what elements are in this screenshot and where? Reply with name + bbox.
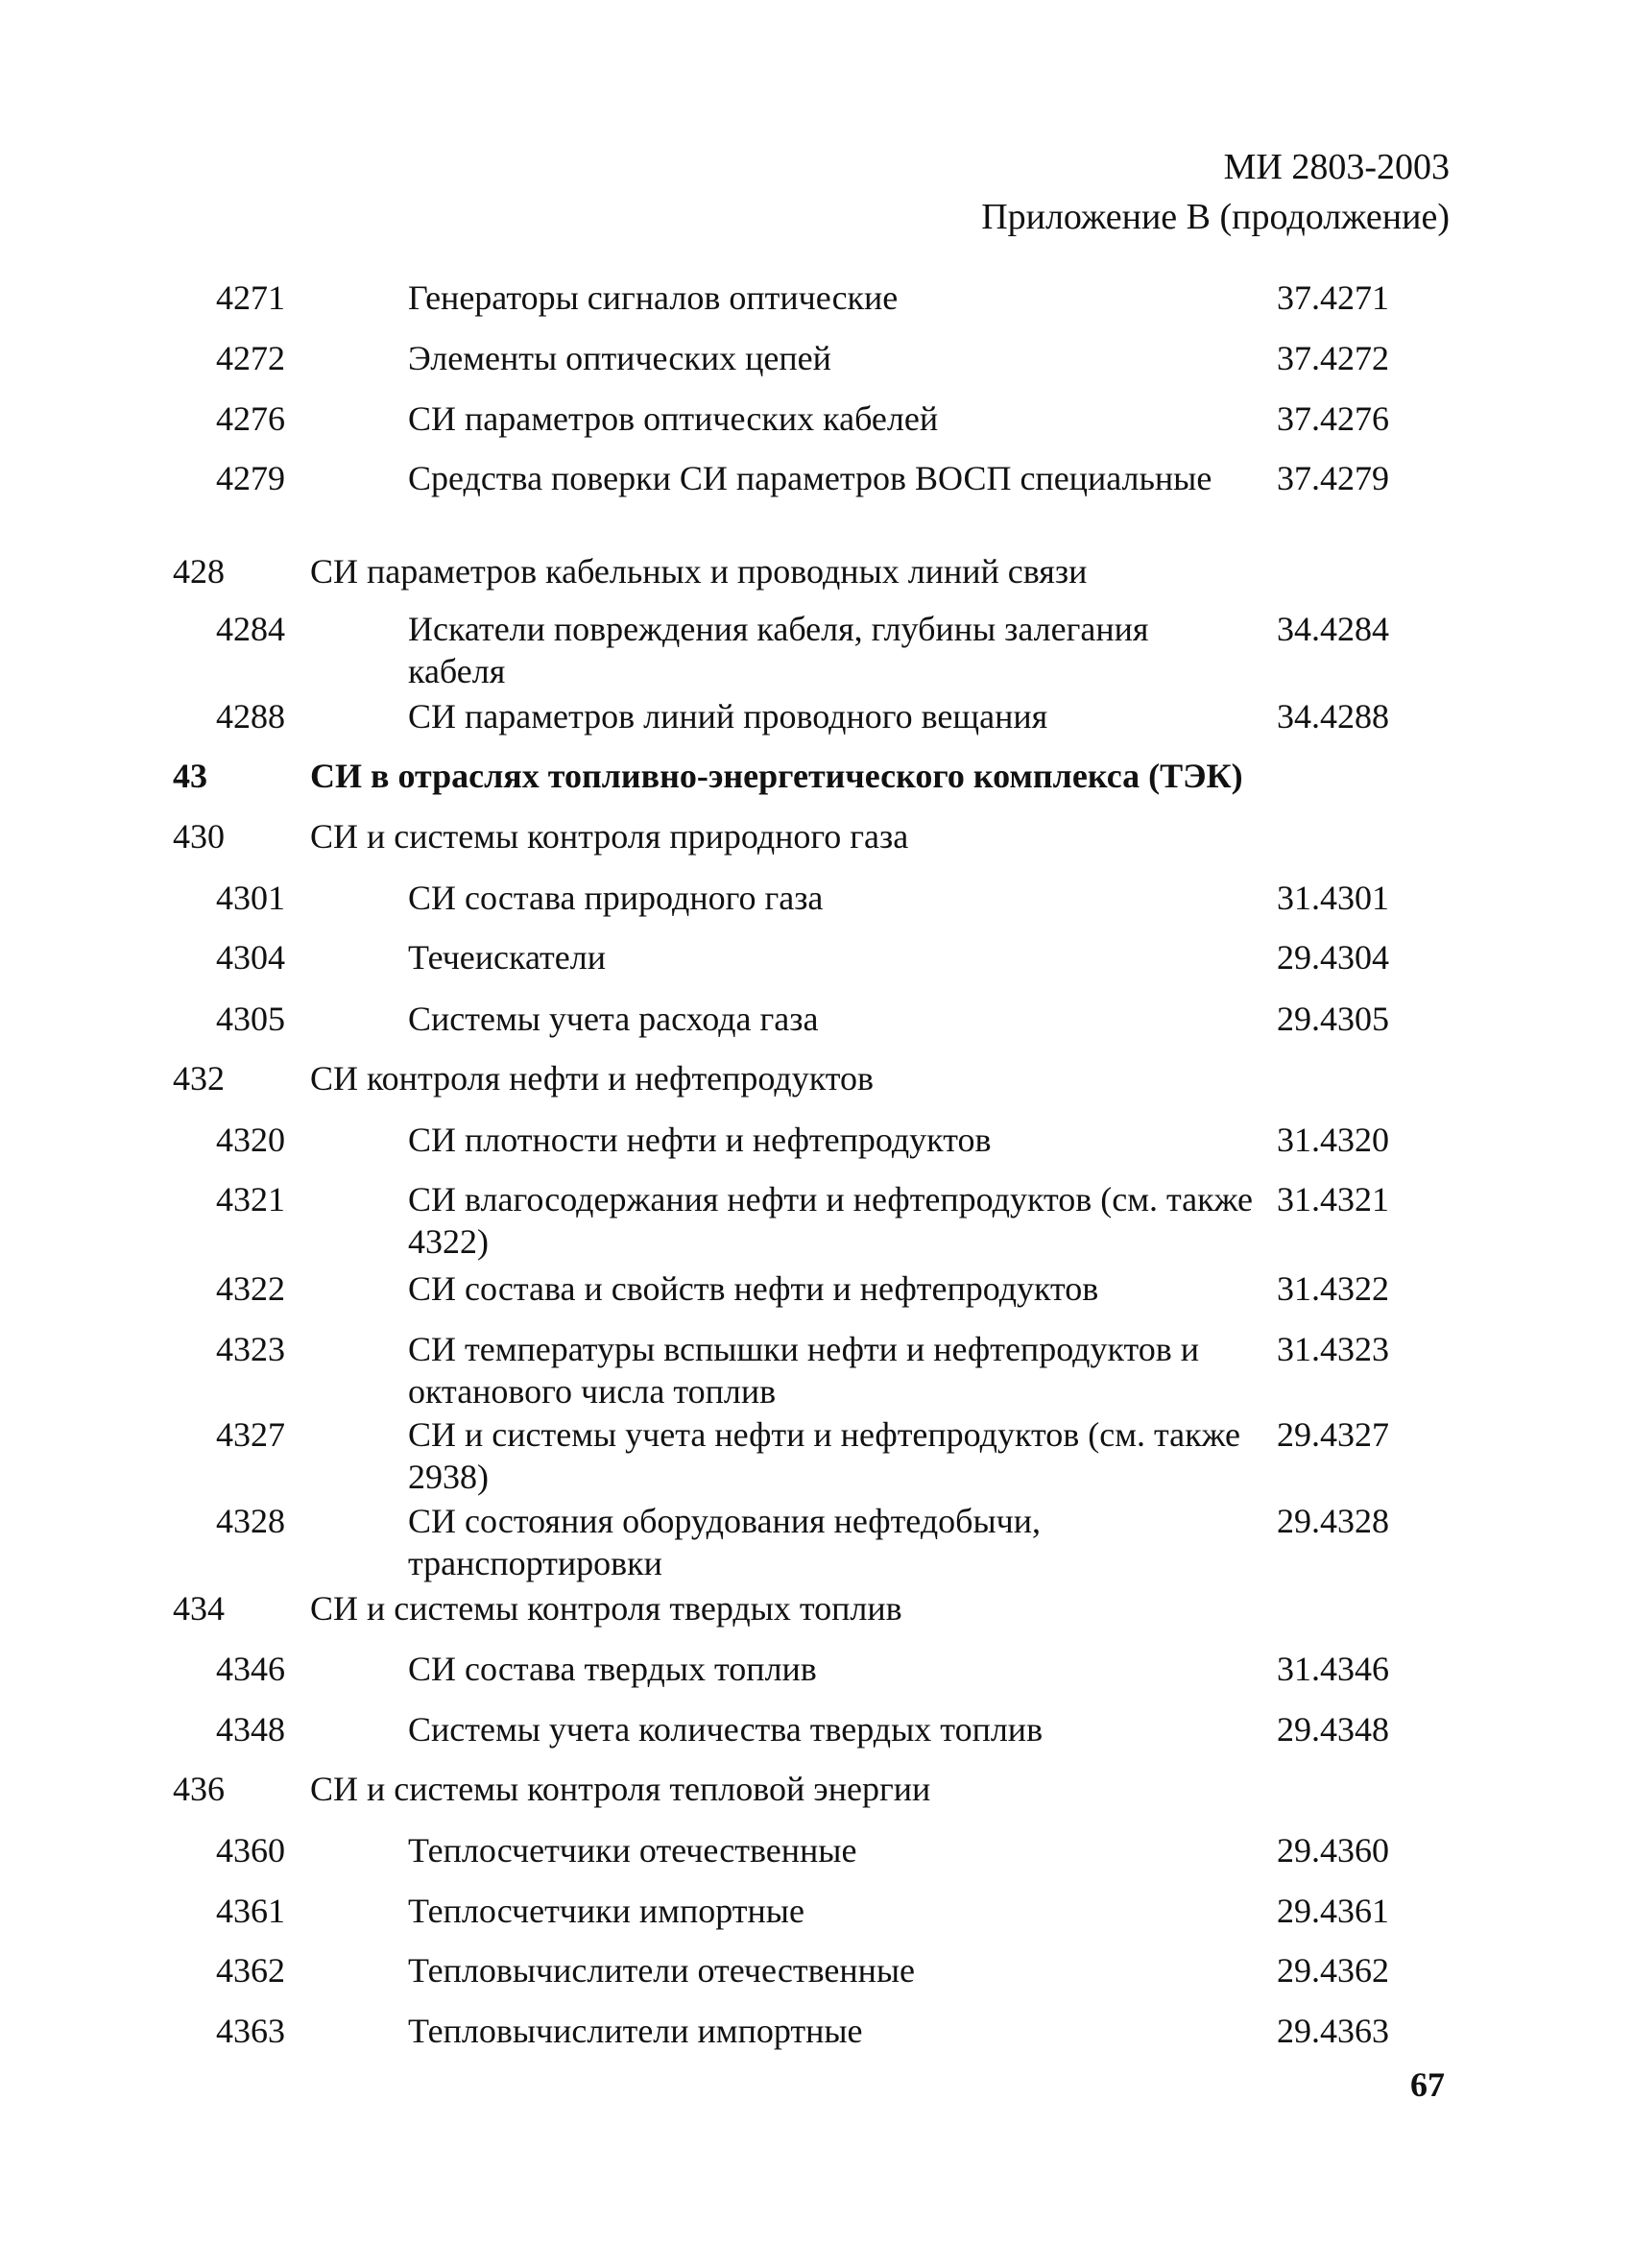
row-reference-code: 29.4362: [1277, 1951, 1389, 1990]
document-number: МИ 2803-2003: [1223, 147, 1450, 187]
row-code: 4321: [216, 1180, 285, 1218]
row-reference-code: 29.4327: [1277, 1415, 1389, 1454]
row-name: Генераторы сигналов оптические: [408, 278, 899, 317]
row-code: 4360: [216, 1831, 285, 1870]
row-name: Теплосчетчики импортные: [408, 1892, 804, 1930]
row-reference-code: 34.4284: [1277, 610, 1389, 648]
row-code: 4363: [216, 2012, 285, 2050]
row-code: 4305: [216, 1000, 285, 1038]
row-code: 4328: [216, 1502, 285, 1540]
row-name: СИ плотности нефти и нефтепродуктов: [408, 1121, 992, 1159]
row-name: СИ состава и свойств нефти и нефтепродуктов: [408, 1269, 1099, 1308]
row-code: 4301: [216, 879, 285, 917]
page-number: 67: [1410, 2065, 1445, 2104]
row-name: СИ температуры вспышки нефти и нефтепродуктов и октанового числа топлив: [408, 1330, 1200, 1411]
row-code: 4284: [216, 610, 285, 648]
row-name: СИ и системы контроля природного газа: [310, 817, 909, 856]
row-name: СИ контроля нефти и нефтепродуктов: [310, 1059, 874, 1098]
row-reference-code: 29.4328: [1277, 1502, 1389, 1540]
row-reference-code: 29.4360: [1277, 1831, 1389, 1870]
row-reference-code: 37.4279: [1277, 459, 1389, 497]
row-code: 428: [173, 552, 225, 591]
row-name: Системы учета количества твердых топлив: [408, 1710, 1044, 1749]
row-code: 4361: [216, 1892, 285, 1930]
row-reference-code: 29.4305: [1277, 1000, 1389, 1038]
row-code: 4320: [216, 1121, 285, 1159]
row-reference-code: 29.4348: [1277, 1710, 1389, 1749]
row-code: 432: [173, 1059, 225, 1098]
row-name: СИ состояния оборудования нефтедобычи, транспортировки: [408, 1502, 1042, 1582]
row-code: 430: [173, 817, 225, 856]
row-code: 4327: [216, 1415, 285, 1454]
row-code: 434: [173, 1589, 225, 1628]
row-name: Теплосчетчики отечественные: [408, 1831, 857, 1870]
row-reference-code: 31.4321: [1277, 1180, 1389, 1218]
row-name: СИ и системы учета нефти и нефтепродуктов (см. также 2938): [408, 1415, 1240, 1496]
row-code: 4323: [216, 1330, 285, 1368]
row-name: СИ и системы контроля тепловой энергии: [310, 1770, 931, 1808]
row-reference-code: 37.4276: [1277, 399, 1389, 438]
row-code: 4346: [216, 1650, 285, 1688]
row-code: 4288: [216, 697, 285, 736]
row-reference-code: 31.4320: [1277, 1121, 1389, 1159]
row-reference-code: 37.4271: [1277, 278, 1389, 317]
row-name: Течеискатели: [408, 938, 606, 977]
row-code: 4322: [216, 1269, 285, 1308]
row-code: 4348: [216, 1710, 285, 1749]
row-code: 4362: [216, 1951, 285, 1990]
row-name: СИ и системы контроля твердых топлив: [310, 1589, 902, 1628]
row-reference-code: 34.4288: [1277, 697, 1389, 736]
row-name: СИ влагосодержания нефти и нефтепродуктов (см. также 4322): [408, 1180, 1253, 1261]
row-name: Средства поверки СИ параметров ВОСП специальные: [408, 459, 1212, 497]
row-code: 4279: [216, 459, 285, 497]
row-reference-code: 29.4363: [1277, 2012, 1389, 2050]
row-code: 4304: [216, 938, 285, 977]
row-name: СИ параметров линий проводного вещания: [408, 697, 1048, 736]
row-code: 436: [173, 1770, 225, 1808]
row-code: 4276: [216, 399, 285, 438]
row-name: Системы учета расхода газа: [408, 1000, 819, 1038]
row-code: 4272: [216, 339, 285, 377]
row-name: СИ параметров оптических кабелей: [408, 399, 939, 438]
row-reference-code: 31.4346: [1277, 1650, 1389, 1688]
row-name: Элементы оптических цепей: [408, 339, 831, 377]
row-name: Искатели повреждения кабеля, глубины залегания кабеля: [408, 610, 1149, 690]
row-name: СИ в отраслях топливно-энергетического комплекса (ТЭК): [310, 757, 1243, 795]
row-reference-code: 29.4304: [1277, 938, 1389, 977]
row-name: Тепловычислители импортные: [408, 2012, 863, 2050]
row-name: СИ параметров кабельных и проводных линий связи: [310, 552, 1088, 591]
row-name: Тепловычислители отечественные: [408, 1951, 916, 1990]
appendix-label: Приложение В (продолжение): [981, 197, 1450, 237]
row-code: 4271: [216, 278, 285, 317]
row-reference-code: 29.4361: [1277, 1892, 1389, 1930]
row-name: СИ состава твердых топлив: [408, 1650, 817, 1688]
row-reference-code: 31.4322: [1277, 1269, 1389, 1308]
row-code: 43: [173, 757, 207, 795]
row-reference-code: 37.4272: [1277, 339, 1389, 377]
row-reference-code: 31.4323: [1277, 1330, 1389, 1368]
row-name: СИ состава природного газа: [408, 879, 824, 917]
row-reference-code: 31.4301: [1277, 879, 1389, 917]
